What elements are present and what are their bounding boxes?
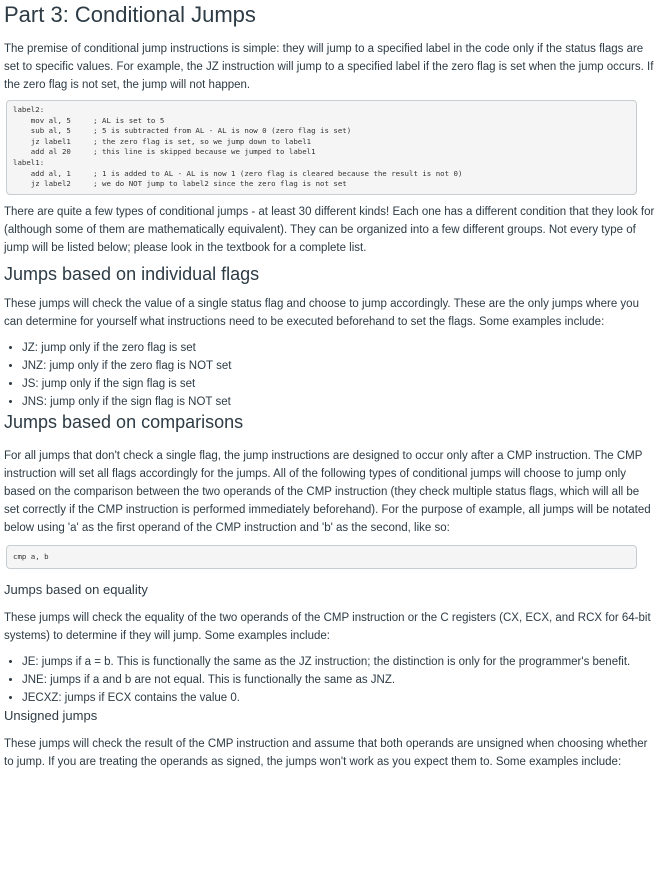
code-block-cmp [6,545,637,570]
intro-paragraph: The premise of conditional jump instructions is simple: they will jump to a specified label in the code only if the status flags are set to specific values. For example, the JZ instruction will jump to a specified label if the zero flag is set when the jump occurs. If the zero flag is not set, the jump will not happen. [4,43,654,91]
code-line: mov al, 5 ; AL is set to 5 [13,115,165,125]
code-line: sub al, 5 ; 5 is subtracted from AL - AL is now 0 (zero flag is set) [13,126,352,136]
code-line: jz label2 ; we do NOT jump to label2 since the zero flag is not set [13,179,347,189]
code-line: label1: [13,157,45,167]
equality-list [4,653,655,707]
section-heading-unsigned: Unsigned jumps [4,708,98,724]
code-line: add al, 1 ; 1 is added to AL - AL is now 1 (zero flag is cleared because the result is not 0) [13,168,463,178]
page-title: Part 3: Conditional Jumps [4,2,256,27]
list-item: • JECXZ: jumps if ECX contains the value 0. [22,689,655,707]
code-line: cmp a, b [13,551,49,561]
list-item: • JE: jumps if a = b. This is functionally the same as the JZ instruction; the distinction is only for the programmer's benefit. [22,653,655,671]
section-heading-equality: Jumps based on equality [4,582,148,598]
comparisons-paragraph: For all jumps that don't check a single flag, the jump instructions are designed to occur only after a CMP instruction. The CMP instruction will set all flags accordingly for the jumps. All of the following types of conditional jumps will choose to jump only based on the comparison between the two operands of the CMP instruction (they check multiple status flags, which will all be set correctly if the CMP instruction is performed immediately beforehand). For the purpose of example, all jumps will be notated below using 'a' as the first operand of the CMP instruction and 'b' as the second, like so: [4,449,651,534]
flags-paragraph: These jumps will check the value of a single status flag and choose to jump accordingly. These are the only jumps where you can determine for yourself what instructions need to be executed beforehand to set the flags. Some examples include: [4,297,639,328]
list-item: • JS: jump only if the sign flag is set [22,375,655,393]
list-item: • JNE: jumps if a and b are not equal. This is functionally the same as JNZ. [22,671,655,689]
list-item: • JNZ: jump only if the zero flag is NOT set [22,357,655,375]
code-line: jz label1 ; the zero flag is set, so we jump down to label1 [13,136,312,146]
document-page [0,2,661,771]
code-line: label2: [13,105,45,114]
list-item: • JZ: jump only if the zero flag is set [22,339,655,357]
flags-list [4,339,655,411]
equality-paragraph: These jumps will check the equality of the two operands of the CMP instruction or the C registers (CX, ECX, and RCX for 64-bit systems) to determine if they will jump. Some examples include: [4,612,651,643]
section-heading-flags: Jumps based on individual flags [4,263,260,284]
unsigned-paragraph: These jumps will check the result of the CMP instruction and assume that both operands are unsigned when choosing whether to jump. If you are treating the operands as signed, the jumps won't work as you expect them to. Some examples include: [4,738,648,769]
code-line: add al 20 ; this line is skipped because we jumped to label1 [13,147,316,157]
list-item: • JNS: jump only if the sign flag is NOT set [22,393,655,411]
types-paragraph: There are quite a few types of conditional jumps - at least 30 different kinds! Each one has a different condition that they look for (although some of them are mathematically equivalent). They can be organized into a few different groups. Not every type of jump will be listed below; please look in the textbook for a complete list. [4,205,655,254]
code-block-labels [6,100,637,195]
section-heading-comparisons: Jumps based on comparisons [4,411,244,432]
